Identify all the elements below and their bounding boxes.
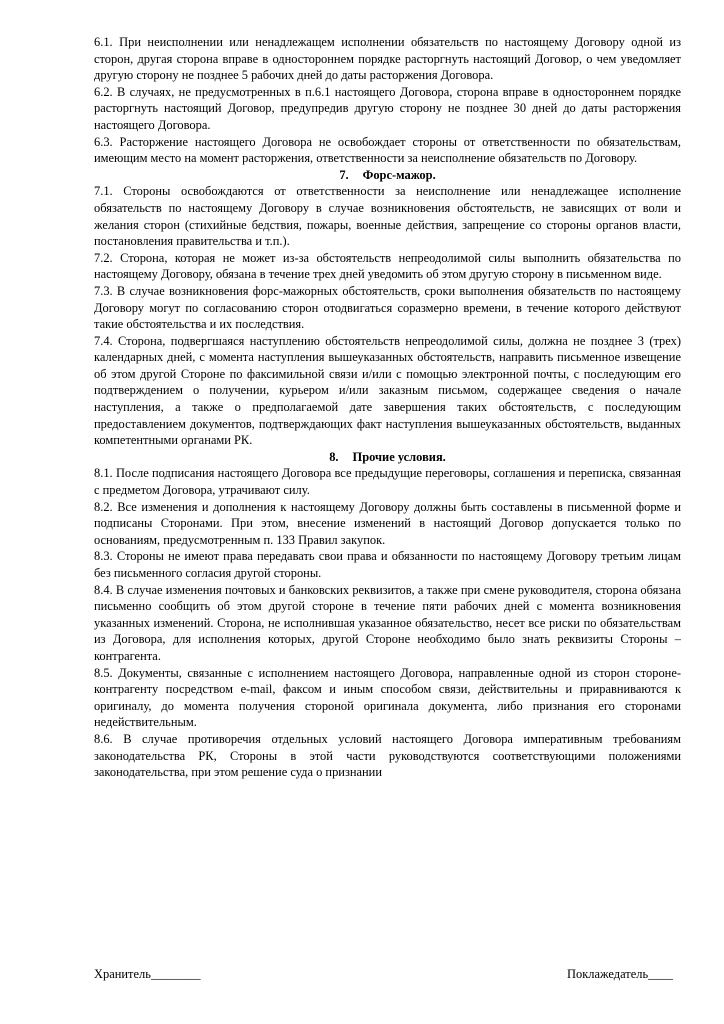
- clause-6-3: 6.3. Расторжение настоящего Договора не освобождает стороны от ответственности по обязательствам, имеющим место на момент расторжения, ответственности за неисполнение обязательств по Договору.: [94, 134, 681, 166]
- clause-7-3: 7.3. В случае возникновения форс-мажорных обстоятельств, сроки выполнения обязательств по настоящему Договору могут по согласованию сторон отодвигаться соразмерно времени, в течение которого действуют такие обстоятельства и их последствия.: [94, 283, 681, 332]
- clause-7-1: 7.1. Стороны освобождаются от ответственности за неисполнение или ненадлежащее исполнение обязательств по настоящему Договору в случае возникновения обстоятельств, не зависящих от воли и желания сторон (стихийные бедствия, пожары, военные действия, запрещение со стороны органов власти, постановления правительства и т.п.).: [94, 184, 681, 249]
- section-7-heading: [94, 167, 681, 184]
- section-7-title: Форс-мажор.: [362, 167, 436, 182]
- document-body: [94, 34, 681, 781]
- section-7-number: 7.: [339, 167, 349, 182]
- section-8-number: 8.: [329, 449, 339, 464]
- clause-8-5: 8.5. Документы, связанные с исполнением настоящего Договора, направленные одной из сторон стороне-контрагенту посредством e-mail, факсом и иным способом связи, действительны и приравниваются к оригиналу, до момента получения стороной оригинала документа, либо признания его сторонами недействительным.: [94, 665, 681, 730]
- clause-7-2: 7.2. Сторона, которая не может из-за обстоятельств непреодолимой силы выполнить обязательства по настоящему Договору, обязана в течение трех дней уведомить об этом другую сторону в письменном виде.: [94, 250, 681, 282]
- section-8-heading: [94, 449, 681, 466]
- clause-6-2: 6.2. В случаях, не предусмотренных в п.6.1 настоящего Договора, сторона вправе в одностороннем порядке расторгнуть настоящий Договор, предупредив другую сторону не позднее 30 дней до даты расторжения настоящего Договора.: [94, 84, 681, 132]
- clause-8-6: 8.6. В случае противоречия отдельных условий настоящего Договора императивным требованиям законодательства РК, Стороны в этой части руководствуются соответствующими положениями законодательства, при этом решение суда о признании: [94, 731, 681, 780]
- clause-8-1: 8.1. После подписания настоящего Договора все предыдущие переговоры, соглашения и переписка, связанная с предметом Договора, утрачивают силу.: [94, 466, 681, 498]
- clause-8-4: 8.4. В случае изменения почтовых и банковских реквизитов, а также при смене руководителя, сторона обязана письменно сообщить об этом другой стороне в течение пяти рабочих дней с момента возникновения указанных изменений. Сторона, не исполнившая указанное обязательство, несет все риски по обязательствам из Договора, для исполнения которых, другой Стороне необходимо было знать реквизиты Стороны – контрагента.: [94, 582, 681, 663]
- depositor-signature-line: Поклажедатель____: [567, 967, 673, 981]
- clause-8-2: 8.2. Все изменения и дополнения к настоящему Договору должны быть составлены в письменной форме и подписаны Сторонами. При этом, внесение изменений в настоящий Договор допускается только по основаниям, предусмотренным п. 133 Правил закупок.: [94, 499, 681, 547]
- section-8-title: Прочие условия.: [352, 449, 446, 464]
- custodian-signature-line: Хранитель________: [94, 967, 201, 981]
- clause-8-3: 8.3. Стороны не имеют права передавать свои права и обязанности по настоящему Договору третьим лицам без письменного согласия другой стороны.: [94, 549, 681, 580]
- clause-6-1: 6.1. При неисполнении или ненадлежащем исполнении обязательств по настоящему Договору одной из сторон, другая сторона вправе в одностороннем порядке расторгнуть настоящий Договор, о чем уведомляет другую сторону не позднее 5 рабочих дней до даты расторжения Договора.: [94, 35, 681, 83]
- clause-7-4: 7.4. Сторона, подвергшаяся наступлению обстоятельств непреодолимой силы, должна не позднее 3 (трех) календарных дней, с момента наступления вышеуказанных обстоятельств, направить письменное извещение об этом другой Стороне по факсимильной связи и/или с помощью электронной почты, с последующим его подтверждением о получении, курьером и/или заказным письмом, содержащее сведения о начале наступления, а также о предполагаемой дате завершения таких обстоятельств, с последующим предоставлением документов, подтверждающих факт наступления вышеуказанных обстоятельств, выданных компетентными органами РК.: [94, 333, 681, 448]
